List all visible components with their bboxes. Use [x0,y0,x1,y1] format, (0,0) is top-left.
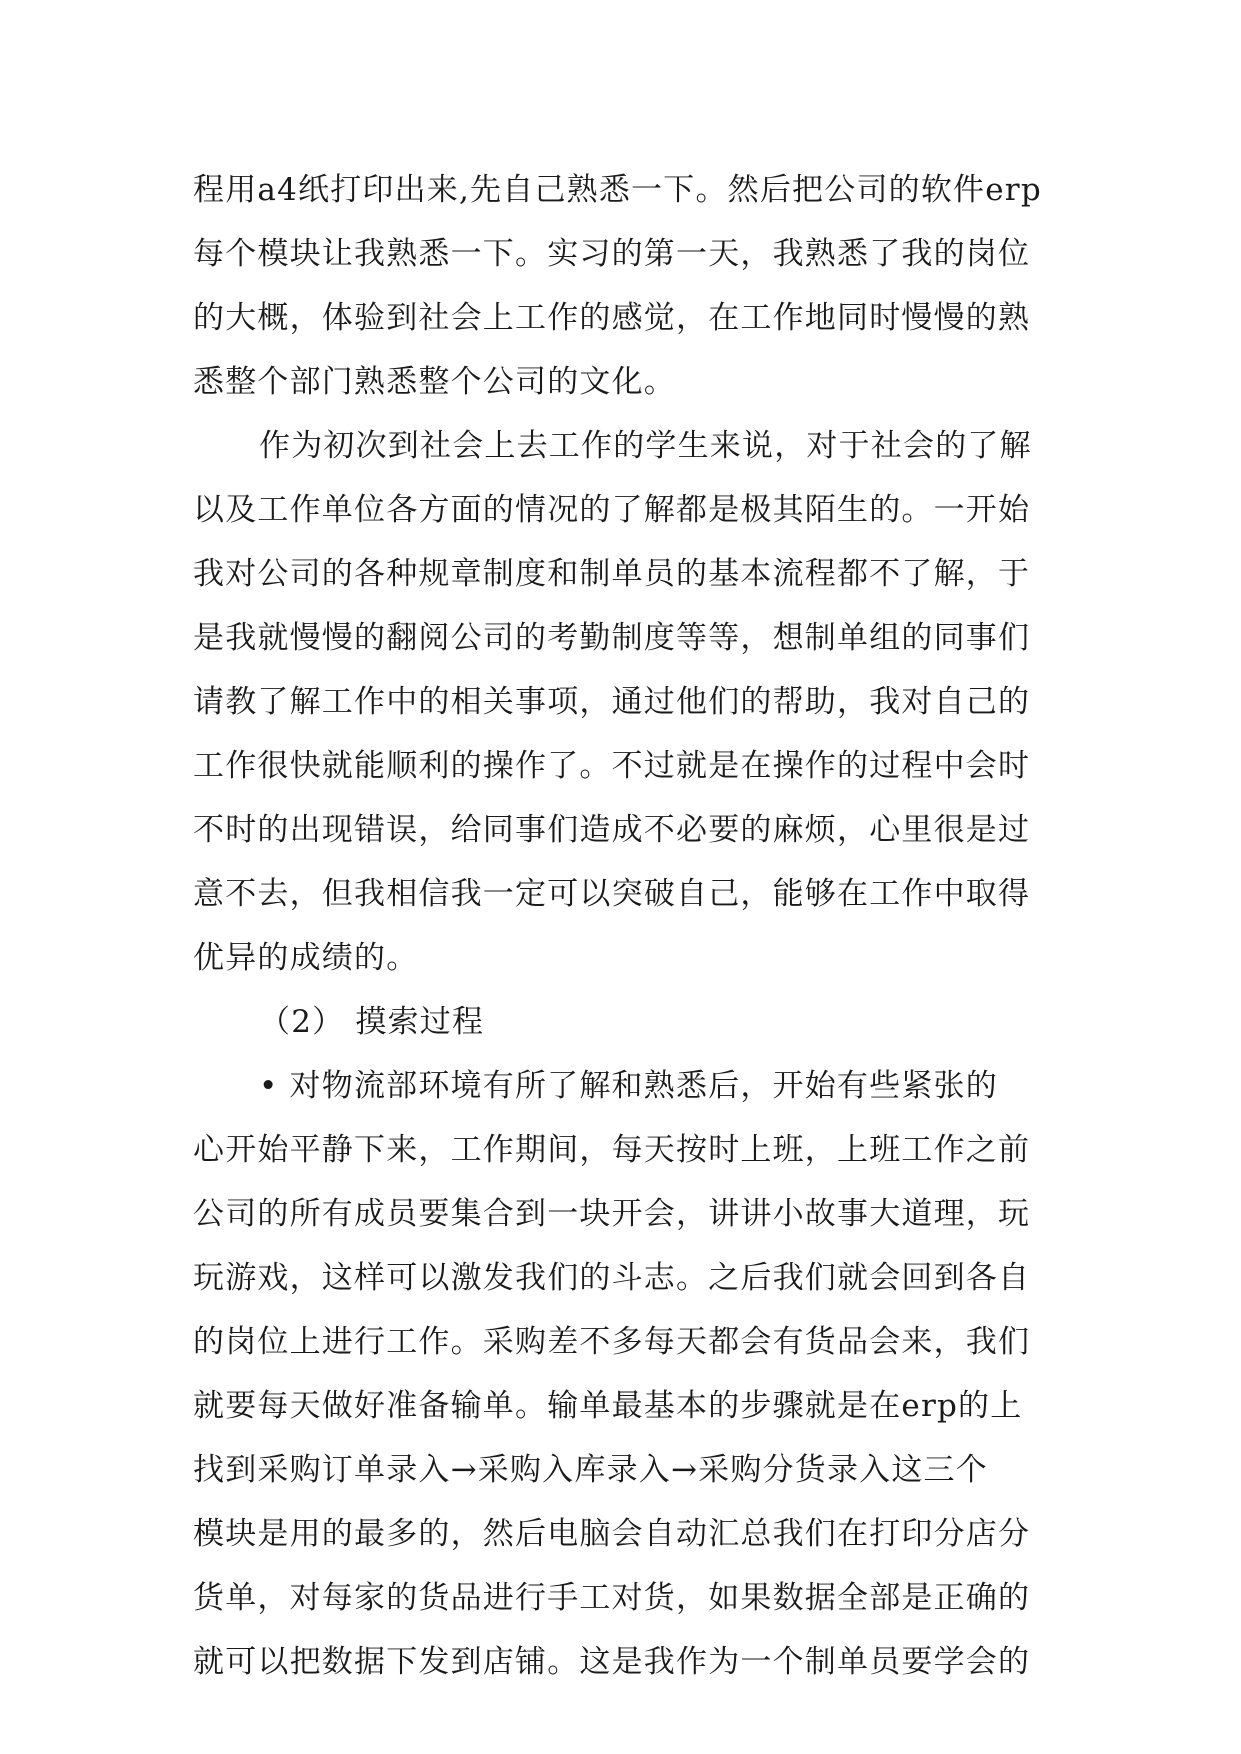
text-line: 不时的出现错误，给同事们造成不必要的麻烦，心里很是过 [193,812,1031,848]
text-line: 的大概，体验到社会上工作的感觉，在工作地同时慢慢的熟 [193,300,1031,336]
text-line: 就可以把数据下发到店铺。这是我作为一个制单员要学会的 [193,1644,1031,1680]
text-line: 模块是用的最多的，然后电脑会自动汇总我们在打印分店分 [193,1516,1031,1552]
text-line: 找到采购订单录入→采购入库录入→采购分货录入这三个 [193,1452,988,1488]
text-line: 就要每天做好准备输单。输单最基本的步骤就是在erp的上 [193,1388,1023,1424]
text-line: 每个模块让我熟悉一下。实习的第一天，我熟悉了我的岗位 [193,236,1031,272]
text-line: 请教了解工作中的相关事项，通过他们的帮助，我对自己的 [193,684,1031,720]
text-line: 玩游戏，这样可以激发我们的斗志。之后我们就会回到各自 [193,1260,1031,1296]
bullet-text-line: • 对物流部环境有所了解和熟悉后，开始有些紧张的 [259,1068,998,1104]
text-line: 货单，对每家的货品进行手工对货，如果数据全部是正确的 [193,1580,1031,1616]
text-line: 意不去，但我相信我一定可以突破自己，能够在工作中取得 [193,876,1031,912]
paragraph-1 [193,158,1053,414]
text-line: 我对公司的各种规章制度和制单员的基本流程都不了解，于 [193,556,1031,592]
text-line: 是我就慢慢的翻阅公司的考勤制度等等，想制单组的同事们 [193,620,1031,656]
text-line: 工作很快就能顺利的操作了。不过就是在操作的过程中会时 [193,748,1031,784]
paragraph-2 [193,414,1053,990]
text-line: 作为初次到社会上去工作的学生来说，对于社会的了解 [259,428,1032,464]
paragraph-3 [193,1054,1053,1694]
text-line: 心开始平静下来，工作期间，每天按时上班，上班工作之前 [193,1132,1031,1168]
text-line: 程用a4纸打印出来,先自己熟悉一下。然后把公司的软件erp [193,172,1042,208]
text-line: 以及工作单位各方面的情况的了解都是极其陌生的。一开始 [193,492,1031,528]
text-line: 公司的所有成员要集合到一块开会，讲讲小故事大道理，玩 [193,1196,1031,1232]
section-heading: （2） 摸索过程 [259,1004,485,1040]
text-line: 优异的成绩的。 [193,940,419,976]
document-body [193,158,1053,1694]
text-line: 的岗位上进行工作。采购差不多每天都会有货品会来，我们 [193,1324,1031,1360]
text-line: 悉整个部门熟悉整个公司的文化。 [193,364,676,400]
